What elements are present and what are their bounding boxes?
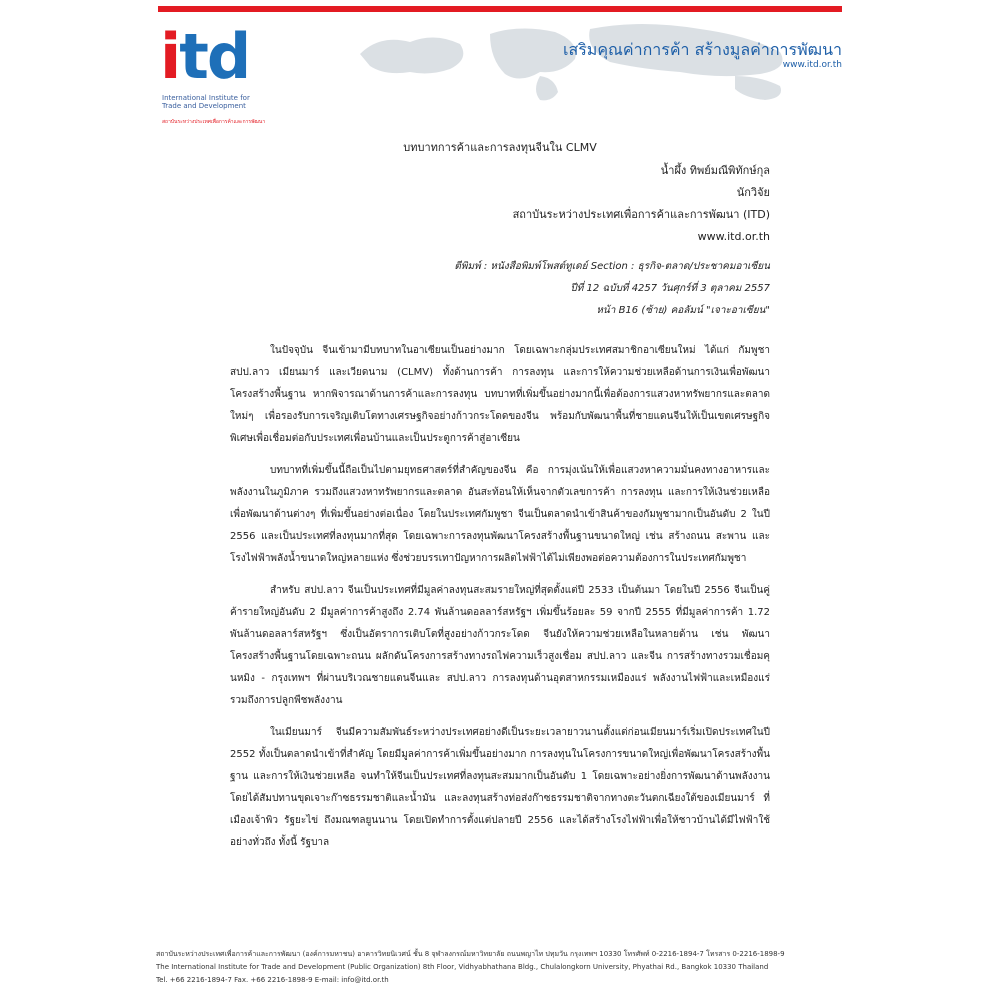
paragraph: สำหรับ สปป.ลาว จีนเป็นประเทศที่มีมูลค่าลงทุนสะสมรายใหญ่ที่สุดตั้งแต่ปี 2533 เป็นต้นมา โดยในปี 2556 จีนเป็นคู่ค้ารายใหญ่อันดับ 2 มีมูลค่าการค้าสูงถึง 2.74 พันล้านดอลลาร์สหรัฐฯ เพิ่มขึ้นร้อยละ 59 จากปี 2555 ที่มีมูลค่าการค้า 1.72 พันล้านดอลลาร์สหรัฐฯ ซึ่งเป็นอัตราการเติบโตที่สูงอย่างก้าวกระโดด จีนยังให้ความช่วยเหลือในหลายด้าน เช่น พัฒนาโครงสร้างพื้นฐานโดยเฉพาะถนน ผลักดันโครงการสร้างทางรถไฟความเร็วสูงเชื่อม สปป.ลาว และจีน การสร้างทางรวมเชื่อมคุนหมิง - กรุงเทพฯ ที่ผ่านบริเวณชายแดนจีนและ สปป.ลาว การลงทุนด้านอุตสาหกรรมเหมืองแร่ พลังงานไฟฟ้าและเหมืองแร่ รวมถึงการปลูกพืชพลังงาน: [230, 585, 770, 706]
publication-page: หน้า B16 (ซ้าย) คอลัมน์ "เจาะอาเซียน": [596, 305, 770, 316]
author-name: น้ำผึ้ง ทิพย์มณีพิทักษ์กุล: [660, 164, 770, 177]
publication-issue: ปีที่ 12 ฉบับที่ 4257 วันศุกร์ที่ 3 ตุลาคม 2557: [570, 283, 770, 294]
footer-english-address: The International Institute for Trade and Development (Public Organization) 8th Floor, Vidhyabhathana Bldg., Chulalongkorn University, Phyathai Rd., Bangkok 10330 Thailand: [156, 963, 769, 971]
paragraph: ในปัจจุบัน จีนเข้ามามีบทบาทในอาเซียนเป็นอย่างมาก โดยเฉพาะกลุ่มประเทศสมาชิกอาเซียนใหม่ ได้แก่ กัมพูชา สปป.ลาว เมียนมาร์ และเวียดนาม (CLMV) ทั้งด้านการค้า การลงทุน และการให้ความช่วยเหลือด้านการเงินเพื่อพัฒนาโครงสร้างพื้นฐาน หากพิจารณาด้านการค้าและการลงทุน บทบาทที่เพิ่มขึ้นอย่างมากนี้เพื่อต้องการแสวงหาทรัพยากรและตลาดใหม่ๆ เพื่อรองรับการเจริญเติบโตทางเศรษฐกิจอย่างก้าวกระโดดของจีน พร้อมกับพัฒนาพื้นที่ชายแดนจีนให้เป็นเขตเศรษฐกิจพิเศษเพื่อเชื่อมต่อกับประเทศเพื่อนบ้านและเป็นประตูการค้าสู่อาเซียน: [230, 345, 770, 444]
logo-thai-tag: สถาบันระหว่างประเทศเพื่อการค้าและการพัฒนา: [162, 119, 266, 125]
header-red-bar: [158, 6, 842, 12]
logo-wordmark: itd: [160, 20, 250, 93]
publication-info: [454, 256, 770, 322]
itd-logo: [160, 20, 270, 125]
author-organization: สถาบันระหว่างประเทศเพื่อการค้าและการพัฒนา (ITD): [512, 208, 770, 221]
publication-line: ตีพิมพ์ : หนังสือพิมพ์โพสต์ทูเดย์ Section : ธุรกิจ-ตลาด/ประชาคมอาเซียน: [454, 261, 770, 272]
author-block: [513, 160, 770, 248]
footer-thai-address: สถาบันระหว่างประเทศเพื่อการค้าและการพัฒนา (องค์การมหาชน) อาคารวิทยนิเวศน์ ชั้น 8 จุฬาลงกรณ์มหาวิทยาลัย ถนนพญาไท ปทุมวัน กรุงเทพฯ 10330 โทรศัพท์ 0-2216-1894-7 โทรสาร 0-2216-1898-9: [156, 950, 785, 958]
paragraph: บทบาทที่เพิ่มขึ้นนี้ถือเป็นไปตามยุทธศาสตร์ที่สำคัญของจีน คือ การมุ่งเน้นให้เพื่อแสวงหาความมั่นคงทางอาหารและพลังงานในภูมิภาค รวมถึงแสวงหาทรัพยากรและตลาด อันสะท้อนให้เห็นจากตัวเลขการค้า การลงทุน และการให้เงินช่วยเหลือเพื่อพัฒนาด้านต่างๆ ที่เพิ่มขึ้นอย่างต่อเนื่อง โดยในประเทศกัมพูชา จีนเป็นตลาดนำเข้าสินค้าของกัมพูชามากเป็นอันดับ 2 ในปี 2556 และเป็นประเทศที่ลงทุนมากที่สุด โดยเฉพาะการลงทุนพัฒนาโครงสร้างพื้นฐานขนาดใหญ่ เช่น สร้างถนน สะพาน และโรงไฟฟ้าพลังน้ำขนาดใหญ่หลายแห่ง ซึ่งช่วยบรรเทาปัญหาการผลิตไฟฟ้าได้ไม่เพียงพอต่อความต้องการในประเทศกัมพูชา: [230, 465, 770, 564]
article-title: บทบาทการค้าและการลงทุนจีนใน CLMV: [403, 141, 597, 154]
header-website[interactable]: www.itd.or.th: [782, 60, 842, 70]
author-position: นักวิจัย: [736, 186, 770, 199]
article-body: [230, 340, 770, 864]
organization-website[interactable]: www.itd.or.th: [697, 230, 770, 243]
page-footer: [156, 948, 846, 987]
paragraph: ในเมียนมาร์ จีนมีความสัมพันธ์ระหว่างประเทศอย่างดีเป็นระยะเวลายาวนานตั้งแต่ก่อนเมียนมาร์เริ่มเปิดประเทศในปี 2552 ทั้งเป็นตลาดนำเข้าที่สำคัญ โดยมีมูลค่าการค้าเพิ่มขึ้นอย่างมาก การลงทุนในโครงการขนาดใหญ่เพื่อพัฒนาโครงสร้างพื้นฐาน และการให้เงินช่วยเหลือ จนทำให้จีนเป็นประเทศที่ลงทุนสะสมมากเป็นอันดับ 1 โดยเฉพาะอย่างยิ่งการพัฒนาด้านพลังงาน โดยได้สัมปทานขุดเจาะก๊าซธรรมชาติและน้ำมัน และลงทุนสร้างท่อส่งก๊าซธรรมชาติจากทางตะวันตกเฉียงใต้ของเมียนมาร์ ที่เมืองเจ้าพิว รัฐยะไข่ ถึงมณฑลยูนนาน โดยเปิดทำการตั้งแต่ปลายปี 2556 และได้สร้างโรงไฟฟ้าเพื่อให้ชาวบ้านได้มีไฟฟ้าใช้อย่างทั่วถึง ทั้งนี้ รัฐบาล: [230, 727, 770, 848]
header-slogan: เสริมคุณค่าการค้า สร้างมูลค่าการพัฒนา: [562, 40, 842, 59]
footer-contact: Tel. +66 2216-1894-7 Fax. +66 2216-1898-9 E-mail: info@itd.or.th: [156, 976, 389, 984]
logo-subtitle: International Institute for Trade and Development: [162, 94, 250, 110]
